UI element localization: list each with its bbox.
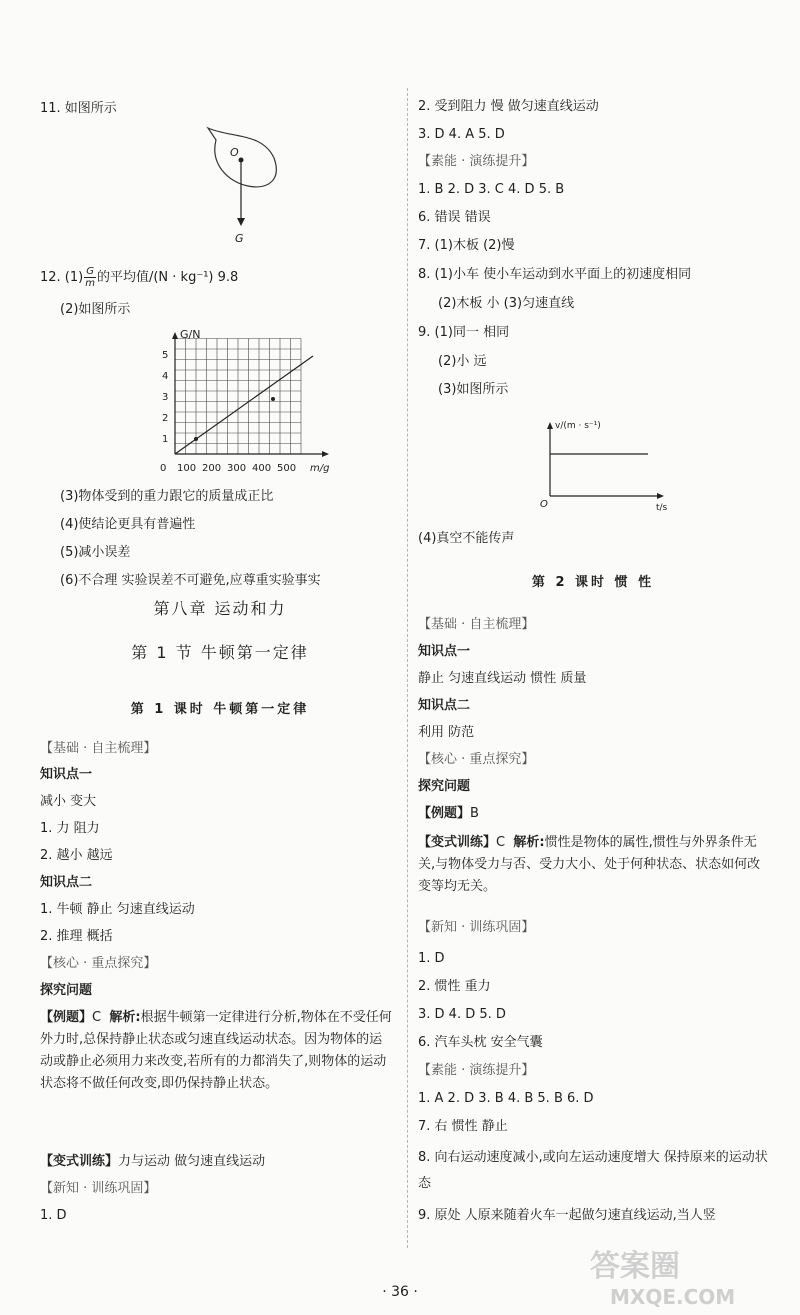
graph-y-tick-label: 2 [162,413,169,424]
lesson2-title: 第 2 课时 惯 性 [531,575,655,590]
explore-question-label: 探究问题 [40,983,93,998]
g-over-m-fraction [84,266,96,289]
r-explore-question-label: 探究问题 [418,779,471,794]
kp2-item-2: 2. 推理 概括 [40,929,113,944]
r-knowledge-point-2: 知识点二 [418,698,471,713]
example-analysis-text: 根据牛顿第一定律进行分析,物体在不受任何外力时,总保持静止状态或匀速直线运动状态。因为物体的运动或静止必须用力来改变,若所有的力都消失了,则物体的运动状态将不做任何改变,即仍保持静止状态。 [40,1010,392,1091]
fraction-denominator: m [85,278,95,289]
graph-y-tick-label: 1 [162,434,169,445]
q12-6-text: (6)不合理 实验误差不可避免,应尊重实验事实 [60,573,321,588]
k1-answer: 1. A 2. D 3. B 4. B 5. B 6. D [418,1091,594,1106]
q12-2-text: (2)如图所示 [60,302,131,317]
r-variant-analysis-text: 惯性是物体的属性,惯性与外界条件无关,与物体受力与否、受力大小、处于何种状态、状态如何改变等均无关。 [418,835,761,894]
n1-answer: 1. D [418,951,445,966]
data-point [194,437,198,441]
r-kp1-answer: 静止 匀速直线运动 惯性 质量 [418,671,587,686]
left-column [40,0,400,1250]
n2-answer: 2. 惯性 重力 [418,979,491,994]
kp1-answer: 减小 变大 [40,794,97,809]
r-example-answer: B [470,806,479,821]
watermark-bottom-text: MXQE.COM [610,1285,736,1309]
variant-line [40,1153,265,1171]
graph-y-label: G/N [180,328,201,341]
q12-3-text: (3)物体受到的重力跟它的质量成正比 [60,489,274,504]
chapter-title: 第八章 运动和力 [153,599,287,618]
k7-answer: 7. 右 惯性 静止 [418,1119,508,1134]
graph-y-tick-label: 5 [162,350,169,361]
graph-x-tick-label: 0 [160,463,167,474]
leaf-gravity-figure [190,120,320,255]
s8-answer: 8. (1)小车 使小车运动到水平面上的初速度相同 [418,267,692,282]
data-point [271,397,275,401]
r3-answer: 3. D 4. A 5. D [418,127,505,142]
r-example-line [418,805,479,823]
right-column [418,0,768,1250]
q12-prefix: 12. (1) [40,270,84,285]
force-g-label: G [235,232,244,245]
n6-answer: 6. 汽车头枕 安全气囊 [418,1035,543,1050]
lesson-title: 第 1 课时 牛顿第一定律 [130,702,310,717]
k9-answer: 9. 原处 人原来随着火车一起做匀速直线运动,当人竖 [418,1208,716,1223]
graph-y-arrow [172,332,178,339]
q12-5-text: (5)减小误差 [60,545,131,560]
page-number: · 36 · [382,1284,418,1300]
r-kp2-answer: 利用 防范 [418,725,475,740]
graph-x-tick-label: 400 [252,463,272,474]
graph-x-tick-label: 300 [227,463,247,474]
s7-answer: 7. (1)木板 (2)慢 [418,238,515,253]
s8b-answer: (2)木板 小 (3)匀速直线 [438,296,575,311]
graph-x-arrow [322,451,329,457]
graph-x-tick-label: 200 [202,463,222,474]
knowledge-point-2: 知识点二 [40,875,93,890]
kp1-item-2: 2. 越小 越远 [40,848,113,863]
r-base-section-header: 【基础 · 自主梳理】 [418,617,535,632]
watermark-top-text: 答案圈 [590,1249,680,1284]
velocity-time-graph [528,414,678,519]
kp1-item-1: 1. 力 阻力 [40,821,100,836]
q12-4-text: (4)使结论更具有普遍性 [60,517,196,532]
skill-section-header: 【素能 · 演练提升】 [418,154,535,169]
q11-text: 11. 如图所示 [40,101,117,116]
g-m-graph [140,326,350,476]
r-newknow-section-header: 【新知 · 训练巩固】 [418,920,535,935]
skill2-section-header: 【素能 · 演练提升】 [418,1063,535,1078]
example-tag: 【例题】 [40,1010,93,1025]
graph-x-label: m/g [310,463,330,474]
r-variant-answer: C [496,835,506,850]
r-variant-paragraph [418,832,768,898]
q12-suffix: 的平均值/(N · kg⁻¹) 9.8 [96,270,239,285]
vt-x-label: t/s [656,503,668,513]
newknow-section-header: 【新知 · 训练巩固】 [40,1181,157,1196]
gravity-arrow-head [237,218,245,226]
example-paragraph [40,1007,392,1095]
variant-text: 力与运动 做匀速直线运动 [118,1154,266,1169]
kp2-item-1: 1. 牛顿 静止 匀速直线运动 [40,902,195,917]
leaf-outline [208,128,276,187]
vt-origin-label: O [540,499,548,510]
section-title: 第 1 节 牛顿第一定律 [131,643,309,662]
s9c-answer: (3)如图所示 [438,382,509,397]
s1-answer: 1. B 2. D 3. C 4. D 5. B [418,182,565,197]
vt-y-arrow [547,422,553,429]
graph-x-tick-label: 500 [277,463,297,474]
core-section-header: 【核心 · 重点探究】 [40,956,157,971]
point-o-label: O [230,146,239,159]
r2-answer: 2. 受到阻力 慢 做匀速直线运动 [418,99,599,114]
s6-answer: 6. 错误 错误 [418,210,491,225]
n3-answer: 3. D 4. D 5. D [418,1007,506,1022]
vt-x-arrow [657,493,664,499]
r-example-tag: 【例题】 [418,806,471,821]
r-variant-tag: 【变式训练】 [418,835,497,850]
s9d-answer: (4)真空不能传声 [418,531,515,546]
analysis-label: 解析: [109,1010,141,1025]
r-knowledge-point-1: 知识点一 [418,644,471,659]
example-answer: C [92,1010,102,1025]
knowledge-point-1: 知识点一 [40,767,93,782]
graph-grid [175,339,301,455]
graph-x-tick-label: 100 [177,463,197,474]
watermark-logo [570,1240,780,1310]
graph-y-tick-label: 4 [162,371,169,382]
fraction-numerator: G [86,266,94,277]
column-divider [407,88,408,1248]
s9b-answer: (2)小 远 [438,354,487,369]
r-core-section-header: 【核心 · 重点探究】 [418,752,535,767]
nk1-answer: 1. D [40,1208,67,1223]
k8-answer: 8. 向右运动速度减小,或向左运动速度增大 保持原来的运动状态 [418,1150,768,1191]
s9-answer: 9. (1)同一 相同 [418,325,510,340]
graph-y-tick-label: 3 [162,392,169,403]
q12-line [40,266,238,289]
vt-y-label: v/(m · s⁻¹) [555,421,601,431]
variant-tag: 【变式训练】 [40,1154,119,1169]
r-analysis-label: 解析: [513,835,545,850]
base-section-header: 【基础 · 自主梳理】 [40,741,157,756]
